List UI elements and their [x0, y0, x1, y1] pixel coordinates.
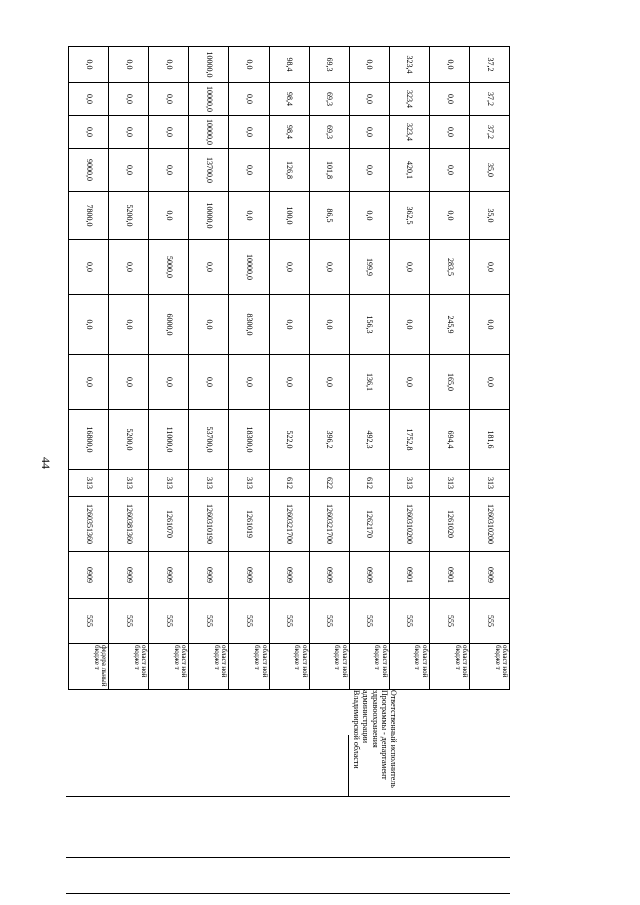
cell-v3: 0,0 — [469, 240, 509, 295]
cell-v3: 0,0 — [389, 240, 429, 295]
cell-v5: 0,0 — [429, 149, 469, 192]
cell-v1: 0,0 — [149, 355, 189, 410]
cell-grbs: 555 — [189, 599, 229, 644]
cell-rzpr: 0909 — [149, 552, 189, 599]
cell-v2: 0,0 — [189, 295, 229, 355]
cell-v4: 10000,0 — [189, 192, 229, 240]
cell-v5: 0,0 — [229, 149, 269, 192]
cell-total: 18300,0 — [229, 410, 269, 470]
cell-total: 694,4 — [429, 410, 469, 470]
cell-total: 16800,0 — [69, 410, 109, 470]
cell-v1: 165,0 — [429, 355, 469, 410]
cell-vr: 622 — [309, 470, 349, 497]
rotated-table-wrapper — [68, 46, 510, 689]
cell-v8: 10000,0 — [189, 47, 229, 83]
page-number: 44 — [39, 457, 53, 469]
cell-grbs: 555 — [269, 599, 309, 644]
cell-v7: 0,0 — [69, 83, 109, 116]
cell-fund: област ной бюдже т — [109, 644, 149, 690]
cell-rzpr: 0909 — [309, 552, 349, 599]
cell-csr: 1260310190 — [189, 497, 229, 552]
cell-v1: 0,0 — [309, 355, 349, 410]
cell-v2: 0,0 — [109, 295, 149, 355]
cell-v1: 0,0 — [469, 355, 509, 410]
table-row — [389, 47, 429, 690]
cell-v2: 0,0 — [309, 295, 349, 355]
cell-rzpr: 0909 — [189, 552, 229, 599]
cell-rzpr: 0901 — [389, 552, 429, 599]
cell-total: 181,6 — [469, 410, 509, 470]
cell-v6: 323,4 — [389, 116, 429, 149]
cell-v2: 0,0 — [269, 295, 309, 355]
cell-v3: 0,0 — [189, 240, 229, 295]
cell-v4: 0,0 — [349, 192, 389, 240]
cell-csr: 1260381360 — [109, 497, 149, 552]
cell-v5: 0,0 — [149, 149, 189, 192]
cell-v3: 0,0 — [309, 240, 349, 295]
cell-total: 11000,0 — [149, 410, 189, 470]
cell-v3: 0,0 — [269, 240, 309, 295]
cell-v2: 0,0 — [389, 295, 429, 355]
cell-rzpr: 0909 — [349, 552, 389, 599]
cell-v8: 0,0 — [109, 47, 149, 83]
cell-grbs: 555 — [349, 599, 389, 644]
cell-total: 53700,0 — [189, 410, 229, 470]
cell-v4: 0,0 — [229, 192, 269, 240]
rule-line-top — [66, 796, 510, 797]
cell-v5: 126,8 — [269, 149, 309, 192]
cell-v4: 35,0 — [469, 192, 509, 240]
cell-csr: 1261070 — [149, 497, 189, 552]
table-row — [349, 47, 389, 690]
cell-fund: област ной бюдже т — [469, 644, 509, 690]
cell-v4: 100,0 — [269, 192, 309, 240]
cell-v6: 0,0 — [69, 116, 109, 149]
table-row — [229, 47, 269, 690]
cell-grbs: 555 — [229, 599, 269, 644]
cell-v8: 69,3 — [309, 47, 349, 83]
cell-csr: 1260310200 — [389, 497, 429, 552]
cell-rzpr: 0909 — [269, 552, 309, 599]
table-row — [469, 47, 509, 690]
cell-v5: 0,0 — [349, 149, 389, 192]
cell-v4: 0,0 — [429, 192, 469, 240]
cell-v1: 0,0 — [269, 355, 309, 410]
cell-v5: 9000,0 — [69, 149, 109, 192]
cell-v4: 7800,0 — [69, 192, 109, 240]
cell-v2: 0,0 — [469, 295, 509, 355]
cell-v1: 0,0 — [69, 355, 109, 410]
cell-fund: област ной бюдже т — [269, 644, 309, 690]
cell-v7: 0,0 — [429, 83, 469, 116]
cell-vr: 313 — [389, 470, 429, 497]
cell-total: 1752,8 — [389, 410, 429, 470]
cell-vr: 313 — [189, 470, 229, 497]
cell-v6: 10000,0 — [189, 116, 229, 149]
cell-v6: 69,3 — [309, 116, 349, 149]
cell-v6: 0,0 — [349, 116, 389, 149]
cell-v5: 420,1 — [389, 149, 429, 192]
cell-fund: област ной бюдже т — [389, 644, 429, 690]
cell-vr: 612 — [349, 470, 389, 497]
cell-grbs: 555 — [149, 599, 189, 644]
rule-line-bottom — [66, 893, 510, 894]
cell-v4: 0,0 — [149, 192, 189, 240]
cell-v4: 5200,0 — [109, 192, 149, 240]
cell-vr: 612 — [269, 470, 309, 497]
cell-v2: 245,9 — [429, 295, 469, 355]
table-row — [69, 47, 109, 690]
cell-fund: федера льный бюдже т — [69, 644, 109, 690]
cell-rzpr: 0909 — [229, 552, 269, 599]
table-body — [69, 47, 510, 690]
cell-v3: 199,9 — [349, 240, 389, 295]
cell-v2: 156,3 — [349, 295, 389, 355]
cell-v8: 323,4 — [389, 47, 429, 83]
cell-v7: 10000,0 — [189, 83, 229, 116]
cell-v8: 37,2 — [469, 47, 509, 83]
cell-csr: 1262170 — [349, 497, 389, 552]
cell-fund: област ной бюдже т — [149, 644, 189, 690]
cell-v7: 98,4 — [269, 83, 309, 116]
table-row — [149, 47, 189, 690]
cell-vr: 313 — [109, 470, 149, 497]
responsible-divider — [348, 735, 349, 796]
cell-vr: 313 — [149, 470, 189, 497]
table-row — [269, 47, 309, 690]
cell-v4: 362,5 — [389, 192, 429, 240]
cell-v7: 323,4 — [389, 83, 429, 116]
responsible-executor-label: Ответственный исполнитель Программы - департамент здравоохранения администрации Владимирской области — [352, 690, 398, 788]
cell-v1: 0,0 — [229, 355, 269, 410]
cell-v1: 0,0 — [389, 355, 429, 410]
cell-rzpr: 0901 — [429, 552, 469, 599]
cell-v3: 283,5 — [429, 240, 469, 295]
cell-v7: 0,0 — [349, 83, 389, 116]
cell-v3: 0,0 — [109, 240, 149, 295]
cell-csr: 1260351360 — [69, 497, 109, 552]
cell-csr: 1260310200 — [469, 497, 509, 552]
cell-v6: 0,0 — [109, 116, 149, 149]
cell-v2: 8300,0 — [229, 295, 269, 355]
cell-grbs: 555 — [109, 599, 149, 644]
cell-v6: 0,0 — [229, 116, 269, 149]
cell-v3: 5000,0 — [149, 240, 189, 295]
cell-total: 396,2 — [309, 410, 349, 470]
cell-v5: 101,8 — [309, 149, 349, 192]
cell-v5: 13700,0 — [189, 149, 229, 192]
cell-total: 522,0 — [269, 410, 309, 470]
cell-v8: 0,0 — [429, 47, 469, 83]
cell-v8: 0,0 — [229, 47, 269, 83]
cell-rzpr: 0909 — [109, 552, 149, 599]
cell-grbs: 555 — [309, 599, 349, 644]
rule-line-middle — [66, 857, 510, 858]
cell-v4: 86,5 — [309, 192, 349, 240]
cell-csr: 1261019 — [229, 497, 269, 552]
cell-v7: 0,0 — [109, 83, 149, 116]
cell-vr: 313 — [229, 470, 269, 497]
table-row — [109, 47, 149, 690]
cell-grbs: 555 — [429, 599, 469, 644]
cell-v5: 0,0 — [109, 149, 149, 192]
cell-v8: 0,0 — [349, 47, 389, 83]
cell-fund: област ной бюдже т — [349, 644, 389, 690]
cell-grbs: 555 — [69, 599, 109, 644]
cell-v1: 0,0 — [109, 355, 149, 410]
cell-v6: 98,4 — [269, 116, 309, 149]
cell-v3: 10000,0 — [229, 240, 269, 295]
cell-v7: 0,0 — [229, 83, 269, 116]
cell-grbs: 555 — [389, 599, 429, 644]
cell-v6: 0,0 — [429, 116, 469, 149]
cell-rzpr: 0909 — [69, 552, 109, 599]
cell-vr: 313 — [469, 470, 509, 497]
cell-v8: 98,4 — [269, 47, 309, 83]
table-row — [309, 47, 349, 690]
cell-v1: 0,0 — [189, 355, 229, 410]
cell-v1: 136,1 — [349, 355, 389, 410]
cell-v2: 0,0 — [69, 295, 109, 355]
cell-grbs: 555 — [469, 599, 509, 644]
cell-csr: 1260321700 — [269, 497, 309, 552]
cell-v3: 0,0 — [69, 240, 109, 295]
table-row — [429, 47, 469, 690]
cell-vr: 313 — [429, 470, 469, 497]
budget-table — [68, 46, 510, 690]
cell-v5: 35,0 — [469, 149, 509, 192]
cell-v7: 37,2 — [469, 83, 509, 116]
cell-v2: 6000,0 — [149, 295, 189, 355]
cell-csr: 1261020 — [429, 497, 469, 552]
cell-fund: област ной бюдже т — [189, 644, 229, 690]
cell-fund: област ной бюдже т — [229, 644, 269, 690]
cell-v8: 0,0 — [149, 47, 189, 83]
cell-v7: 69,3 — [309, 83, 349, 116]
cell-v6: 37,2 — [469, 116, 509, 149]
cell-fund: област ной бюдже т — [309, 644, 349, 690]
cell-rzpr: 0909 — [469, 552, 509, 599]
cell-total: 492,3 — [349, 410, 389, 470]
cell-v8: 0,0 — [69, 47, 109, 83]
cell-fund: област ной бюдже т — [429, 644, 469, 690]
cell-total: 5200,0 — [109, 410, 149, 470]
table-row — [189, 47, 229, 690]
cell-vr: 313 — [69, 470, 109, 497]
cell-v7: 0,0 — [149, 83, 189, 116]
cell-v6: 0,0 — [149, 116, 189, 149]
cell-csr: 1260321700 — [309, 497, 349, 552]
